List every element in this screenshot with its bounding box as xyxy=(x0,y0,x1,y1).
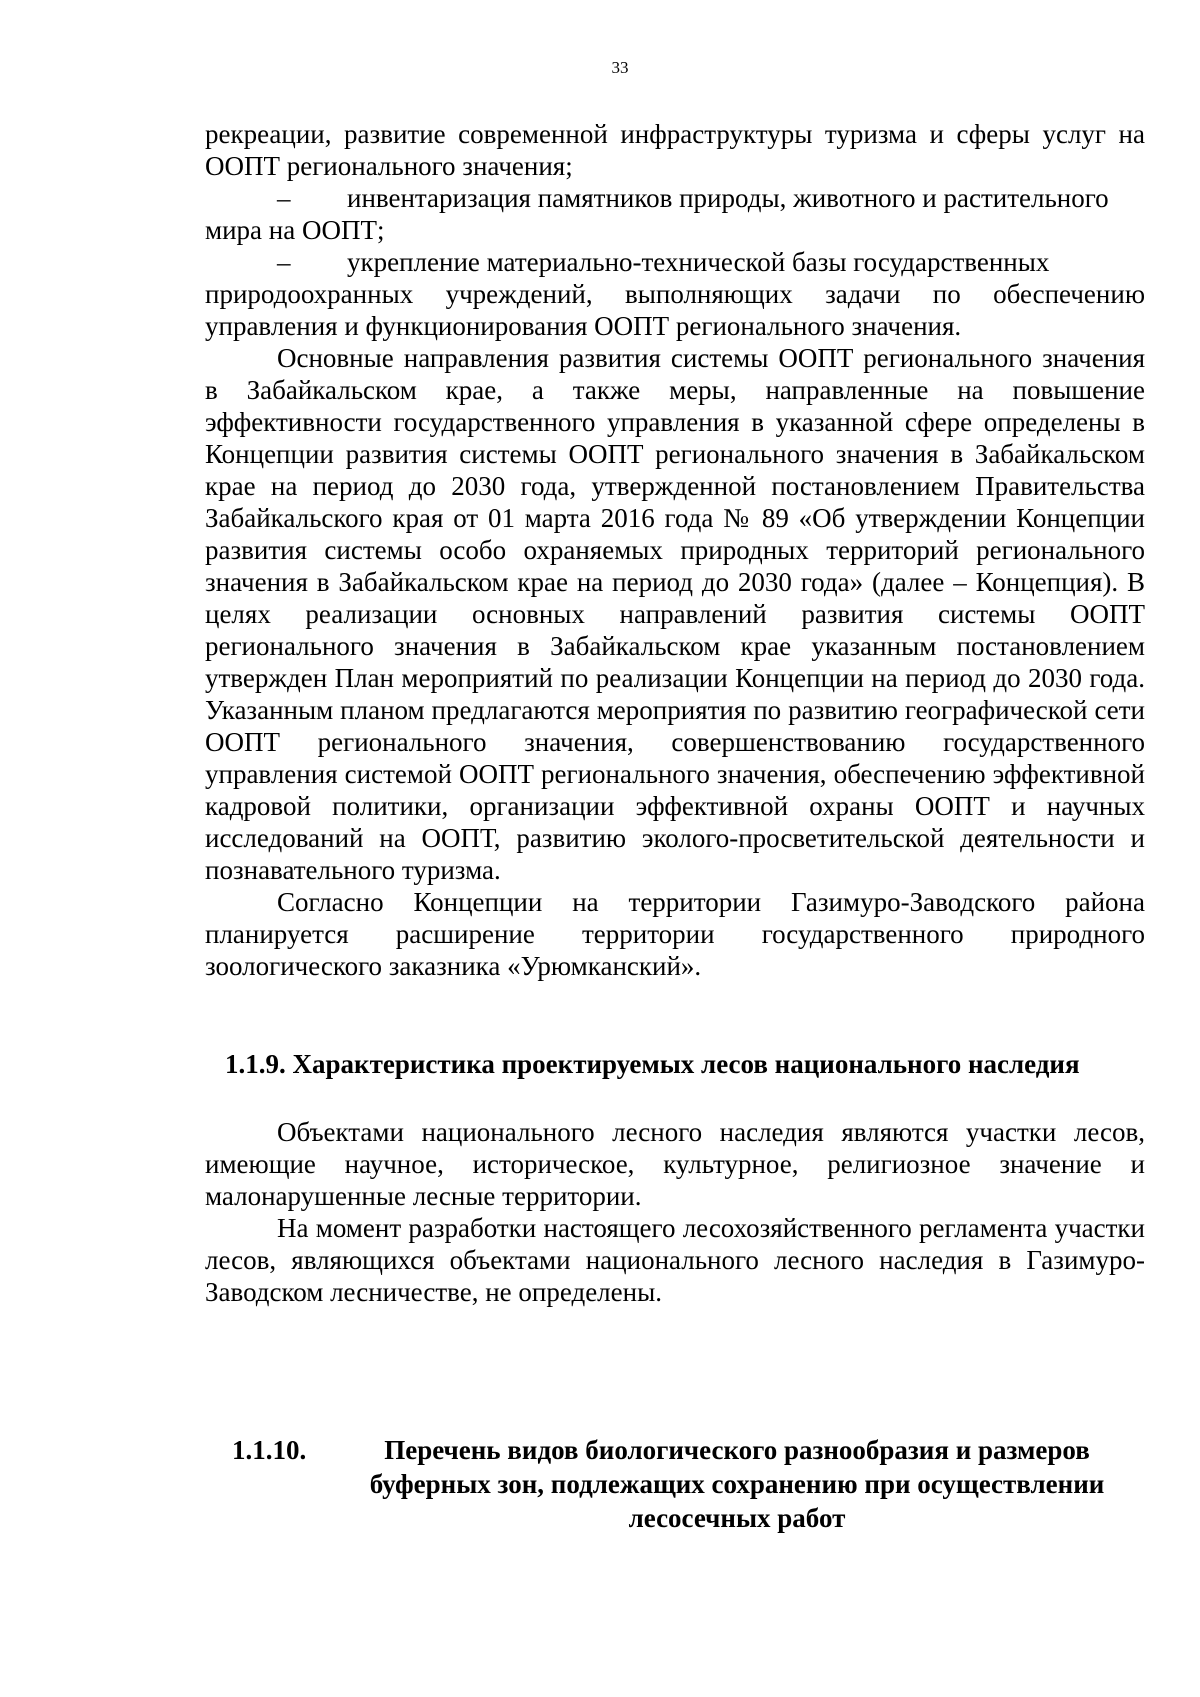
list-item-strengthening xyxy=(205,246,1145,278)
list-item-text-rest: природоохранных учреждений, выполняющих задачи по обеспечению управления и функционирования ООПТ регионального значения. xyxy=(205,279,1145,341)
section-title: Перечень видов биологического разнообразия и размеров буферных зон, подлежащих сохранению при осуществлении лесосечных работ xyxy=(369,1435,1105,1533)
body-text-block-2 xyxy=(205,1116,1145,1308)
list-dash: – xyxy=(277,247,291,277)
list-item-text-first: укрепление материально-технической базы государственных xyxy=(347,247,1050,277)
paragraph-urumkansky: Согласно Концепции на территории Газимуро-Заводского района планируется расширение территории государственного природного зоологического заказника «Урюмканский». xyxy=(205,887,1145,981)
paragraph-heritage-status: На момент разработки настоящего лесохозяйственного регламента участки лесов, являющихся объектами национального лесного наследия в Газимуро-Заводском лесничестве, не определены. xyxy=(205,1213,1145,1307)
paragraph-heritage-objects: Объектами национального лесного наследия являются участки лесов, имеющие научное, историческое, культурное, религиозное значение и малонарушенные лесные территории. xyxy=(205,1117,1145,1211)
paragraph-concept: Основные направления развития системы ООПТ регионального значения в Забайкальском крае, а также меры, направленные на повышение эффективности государственного управления в указанной сфере определены в Концепции развития системы ООПТ регионального значения в Забайкальском крае на период до 2030 года, утвержденной постановлением Правительства Забайкальского края от 01 марта 2016 года № 89 «Об утверждении Концепции развития системы особо охраняемых природных территорий регионального значения в Забайкальском крае на период до 2030 года» (далее – Концепция). В целях реализации основных направлений развития системы ООПТ регионального значения в Забайкальском крае указанным постановлением утвержден План мероприятий по реализации Концепции на период до 2030 года. Указанным планом предлагаются мероприятия по развитию географической сети ООПТ регионального значения, совершенствованию государственного управления системой ООПТ регионального значения, обеспечению эффективной кадровой политики, организации эффективной охраны ООПТ и научных исследований на ООПТ, развитию эколого-просветительской деятельности и познавательного туризма. xyxy=(205,343,1145,885)
paragraph-recreation: рекреации, развитие современной инфраструктуры туризма и сферы услуг на ООПТ регионального значения; xyxy=(205,119,1145,181)
list-dash: – xyxy=(277,183,291,213)
list-item-text-rest: мира на ООПТ; xyxy=(205,215,385,245)
section-heading-1-1-9: 1.1.9. Характеристика проектируемых лесов национального наследия xyxy=(225,1049,1080,1079)
page-number: 33 xyxy=(611,58,629,77)
body-text-block-1 xyxy=(205,118,1145,982)
list-item-text-first: инвентаризация памятников природы, животного и растительного xyxy=(347,183,1109,213)
section-number: 1.1.10. xyxy=(232,1435,307,1465)
list-item-inventory xyxy=(205,182,1145,214)
